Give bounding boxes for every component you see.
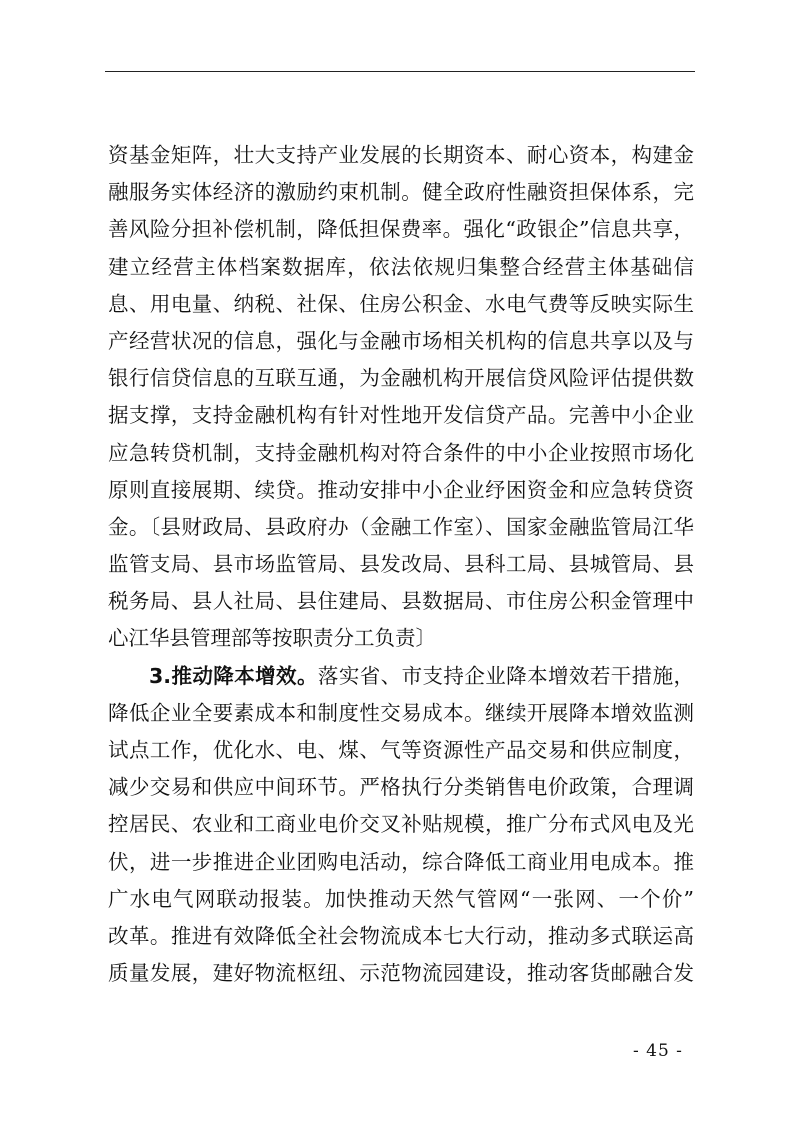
text-line: 息、用电量、纳税、社保、住房公积金、水电气费等反映实际生 (108, 291, 694, 316)
text-line: 质量发展，建好物流枢纽、示范物流园建设，推动客货邮融合发 (108, 961, 694, 986)
text-line: 原则直接展期、续贷。推动安排中小企业纾困资金和应急转贷资 (108, 477, 694, 502)
text-line: 税务局、县人社局、县住建局、县数据局、市住房公积金管理中 (108, 589, 694, 614)
section-3-first-line-text: 落实省、市支持企业降本增效若干措施， (317, 663, 695, 688)
body-text (108, 137, 694, 992)
text-line: 伏，进一步推进企业团购电活动，综合降低工商业用电成本。推 (108, 849, 694, 874)
text-line: 建立经营主体档案数据库，依法依规归集整合经营主体基础信 (108, 254, 694, 279)
text-line: 融服务实体经济的激励约束机制。健全政府性融资担保体系，完 (108, 180, 694, 205)
header-rule (105, 71, 695, 72)
text-line: 广水电气网联动报装。加快推动天然气管网“一张网、一个价” (108, 886, 694, 911)
text-line: 监管支局、县市场监管局、县发改局、县科工局、县城管局、县 (108, 552, 694, 577)
text-line: 产经营状况的信息，强化与金融市场相关机构的信息共享以及与 (108, 328, 694, 353)
text-line: 心江华县管理部等按职责分工负责〕 (108, 626, 436, 651)
text-line: 善风险分担补偿机制，降低担保费率。强化“政银企”信息共享， (108, 217, 694, 242)
text-line: 银行信贷信息的互联互通，为金融机构开展信贷风险评估提供数 (108, 366, 694, 391)
text-line: 金。〔县财政局、县政府办（金融工作室）、国家金融监管局江华 (108, 514, 694, 539)
text-line: 降低企业全要素成本和制度性交易成本。继续开展降本增效监测 (108, 700, 694, 725)
text-line: 资基金矩阵，壮大支持产业发展的长期资本、耐心资本，构建金 (108, 143, 694, 167)
section-3-heading: 3.推动降本增效。 (149, 663, 318, 688)
page-number: - 45 - (633, 1041, 683, 1061)
section-3-first-line (108, 658, 694, 695)
text-line: 据支撑，支持金融机构有针对性地开发信贷产品。完善中小企业 (108, 403, 694, 428)
text-line: 应急转贷机制，支持金融机构对符合条件的中小企业按照市场化 (108, 440, 694, 465)
text-line: 改革。推进有效降低全社会物流成本七大行动，推动多式联运高 (108, 923, 694, 948)
text-line: 试点工作，优化水、电、煤、气等资源性产品交易和供应制度， (108, 738, 694, 762)
text-line: 减少交易和供应中间环节。严格执行分类销售电价政策，合理调 (108, 775, 694, 800)
text-line: 控居民、农业和工商业电价交叉补贴规模，推广分布式风电及光 (108, 812, 694, 837)
